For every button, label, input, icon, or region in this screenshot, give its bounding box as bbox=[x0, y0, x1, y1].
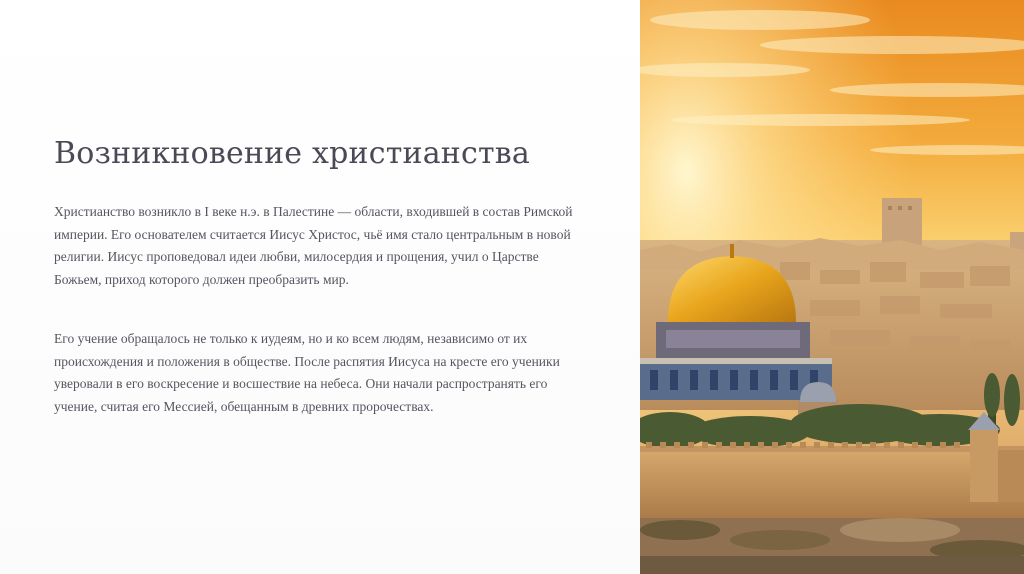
paragraph-intro: Христианство возникло в I веке н.э. в Палестине — области, входившей в состав Римской империи. Его основателем считается Иисус Христос, чьё имя стало центральным в новой религии. Иисус проповедовал идеи любви, милосердия и прощения, учил о Царстве Божьем, приход которого должен преобразить мир. bbox=[54, 204, 573, 287]
paragraph-spread: Его учение обращалось не только к иудеям, но и ко всем людям, независимо от их происхождения и положения в обществе. После распятия Иисуса на кресте его ученики уверовали в его воскресение и восшествие на небеса. Они начали распространять его учение, считая его Мессией, обещанным в древних пророчествах. bbox=[54, 331, 560, 414]
jerusalem-photo bbox=[640, 0, 1024, 574]
photo-illustration bbox=[640, 0, 1024, 574]
slide-title: Возникновение христианства bbox=[54, 136, 530, 171]
foreground bbox=[640, 518, 1024, 574]
